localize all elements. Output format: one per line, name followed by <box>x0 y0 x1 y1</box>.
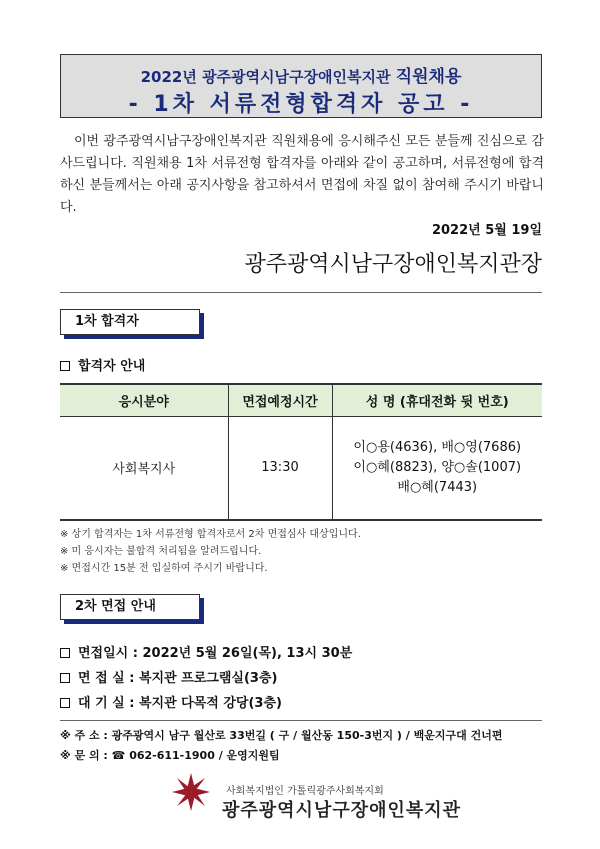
checkbox-square-icon <box>60 673 70 683</box>
info-text: 면 접 실 : 복지관 프로그램실(3층) <box>78 671 278 686</box>
intro-text: 이번 광주광역시남구장애인복지관 직원채용에 응시해주신 모든 분들께 진심으로 감사드립니다. 직원채용 1차 서류전형 합격자를 아래와 같이 공고하며, 서류전형에 합격하신 분들께서는 아래 공지사항을 참고하셔서 면접에 차질 없이 참여해 주시기 바랍니다. <box>60 134 544 215</box>
sub-heading <box>60 355 145 374</box>
page-title: - 1차 서류전형합격자 공고 - <box>128 92 474 117</box>
section-label-first-pass: 1차 합격자 <box>60 309 200 335</box>
cell-time: 13:30 <box>228 416 332 520</box>
info-row <box>60 641 352 666</box>
divider <box>60 720 542 721</box>
info-row <box>60 666 352 691</box>
table-header-row <box>60 384 542 416</box>
logo-subtitle: 사회복지법인 가톨릭광주사회복지회 <box>226 786 384 797</box>
checkbox-square-icon <box>60 648 70 658</box>
notice-date: 2022년 5월 19일 <box>431 223 542 238</box>
title-prefix: 2022년 광주광역시남구장애인복지관 <box>140 68 391 86</box>
checkbox-square-icon <box>60 361 70 371</box>
checkbox-square-icon <box>60 698 70 708</box>
info-text: 대 기 실 : 복지관 다목적 강당(3층) <box>78 696 282 711</box>
sub-heading-label: 합격자 안내 <box>78 359 146 374</box>
notes <box>60 526 361 577</box>
inquiry-text: ※ 문 의 : ☎ 062-611-1900 / 운영지원팀 <box>60 749 280 762</box>
cell-field: 사회복지사 <box>60 416 228 520</box>
contact-info <box>60 726 502 766</box>
column-header: 성 명 (휴대전화 뒷 번호) <box>332 384 542 416</box>
info-text: 면접일시 : 2022년 5월 26일(목), 13시 30분 <box>78 646 353 661</box>
info-row <box>60 691 352 716</box>
title-suffix: 직원채용 <box>395 67 462 87</box>
logo-title: 광주광역시남구장애인복지관 <box>222 800 462 821</box>
table-row <box>60 416 542 520</box>
note-item: ※ 미 응시자는 불합격 처리됨을 알려드립니다. <box>60 546 262 557</box>
result-table <box>60 383 542 521</box>
title-box <box>60 54 542 118</box>
name-line: 배○혜(7443) <box>397 479 478 495</box>
note-item: ※ 상기 합격자는 1차 서류전형 합격자로서 2차 면접심사 대상입니다. <box>60 529 361 540</box>
address-text: ※ 주 소 : 광주광역시 남구 월산로 33번길 ( 구 / 월산동 150-3번지 ) / 백운지구대 건너편 <box>60 729 503 742</box>
column-header: 면접예정시간 <box>228 384 332 416</box>
cell-names <box>332 416 542 520</box>
divider <box>60 292 542 293</box>
name-line: 이○용(4636), 배○영(7686) <box>353 439 522 455</box>
name-line: 이○혜(8823), 양○솔(1007) <box>353 459 522 475</box>
title-line1 <box>61 62 541 87</box>
interview-info <box>60 641 352 716</box>
section-label-interview: 2차 면접 안내 <box>60 594 200 620</box>
organization-logo-icon <box>170 771 212 813</box>
note-item: ※ 면접시간 15분 전 입실하여 주시기 바랍니다. <box>60 563 268 574</box>
column-header: 응시분야 <box>60 384 228 416</box>
issuer-name: 광주광역시남구장애인복지관장 <box>244 252 542 277</box>
